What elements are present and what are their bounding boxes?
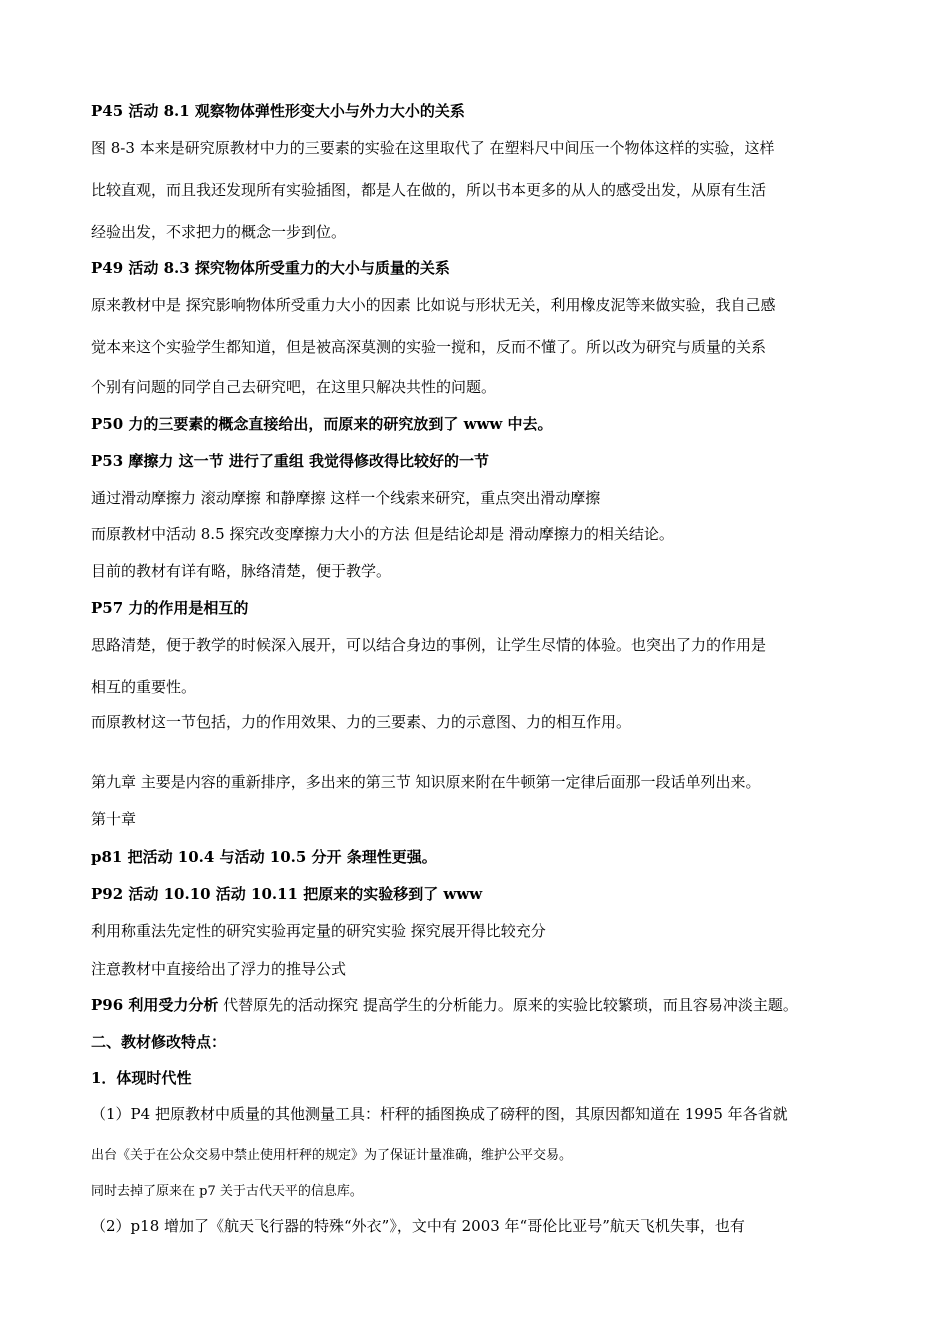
paragraph-line: 经验出发，不求把力的概念一步到位。 [91,223,347,241]
paragraph-line: 注意教材中直接给出了浮力的推导公式 [91,960,347,978]
paragraph-line: 思路清楚，便于教学的时候深入展开，可以结合身边的事例，让学生尽情的体验。也突出了力的作用是 [91,636,767,654]
heading-p53: P53 摩擦力 这一节 进行了重组 我觉得修改得比较好的一节 [91,452,490,470]
paragraph-line: 个别有问题的同学自己去研究吧，在这里只解决共性的问题。 [91,378,497,396]
heading-p57: P57 力的作用是相互的 [91,599,249,617]
paragraph-line: 通过滑动摩擦力 滚动摩擦 和静摩擦 这样一个线索来研究，重点突出滑动摩擦 [91,489,601,507]
paragraph-line: （1）P4 把原教材中质量的其他测量工具：杆秤的插图换成了磅秤的图，其原因都知道在 1995 年各省就 [91,1105,788,1123]
paragraph-line: 出台《关于在公众交易中禁止使用杆秤的规定》为了保证计量准确，维护公平交易。 [91,1148,573,1163]
heading-p49: P49 活动 8.3 探究物体所受重力的大小与质量的关系 [91,259,450,277]
p96-line [91,995,798,1015]
paragraph-line: 相互的重要性。 [91,678,197,696]
paragraph-line: 图 8-3 本来是研究原教材中力的三要素的实验在这里取代了 在塑料尺中间压一个物体这样的实验，这样 [91,139,775,157]
heading-p45: P45 活动 8.1 观察物体弹性形变大小与外力大小的关系 [91,102,465,120]
paragraph-line: （2）p18 增加了《航天飞行器的特殊“外衣”》，文中有 2003 年“哥伦比亚号”航天飞机失事，也有 [91,1217,745,1235]
paragraph-line: 觉本来这个实验学生都知道，但是被高深莫测的实验一搅和，反而不懂了。所以改为研究与质量的关系 [91,338,767,356]
paragraph-line: 利用称重法先定性的研究实验再定量的研究实验 探究展开得比较充分 [91,922,546,940]
paragraph-line: 目前的教材有详有略，脉络清楚，便于教学。 [91,562,392,580]
heading-p81: p81 把活动 10.4 与活动 10.5 分开 条理性更强。 [91,848,437,866]
section-heading: 二、教材修改特点： [91,1033,227,1051]
paragraph-line: 第九章 主要是内容的重新排序，多出来的第三节 知识原来附在牛顿第一定律后面那一段话单列出来。 [91,773,761,791]
paragraph-line: 而原教材这一节包括，力的作用效果、力的三要素、力的示意图、力的相互作用。 [91,713,632,731]
heading-p96: P96 利用受力分析 [91,996,219,1014]
subsection-heading: 1．体现时代性 [91,1069,192,1087]
paragraph-line: 同时去掉了原来在 p7 关于古代天平的信息库。 [91,1184,363,1199]
paragraph-line: 比较直观，而且我还发现所有实验插图，都是人在做的，所以书本更多的从人的感受出发，从原有生活 [91,181,767,199]
heading-p92: P92 活动 10.10 活动 10.11 把原来的实验移到了 www [91,885,483,903]
paragraph-line: 原来教材中是 探究影响物体所受重力大小的因素 比如说与形状无关，利用橡皮泥等来做实验，我自己感 [91,296,776,314]
chapter-ten-label: 第十章 [91,810,137,828]
paragraph-line: 而原教材中活动 8.5 探究改变摩擦力大小的方法 但是结论却是 滑动摩擦力的相关结论。 [91,525,674,543]
heading-p50: P50 力的三要素的概念直接给出，而原来的研究放到了 www 中去。 [91,415,553,433]
p96-text: 代替原先的活动探究 提高学生的分析能力。原来的实验比较繁琐，而且容易冲淡主题。 [218,996,798,1014]
